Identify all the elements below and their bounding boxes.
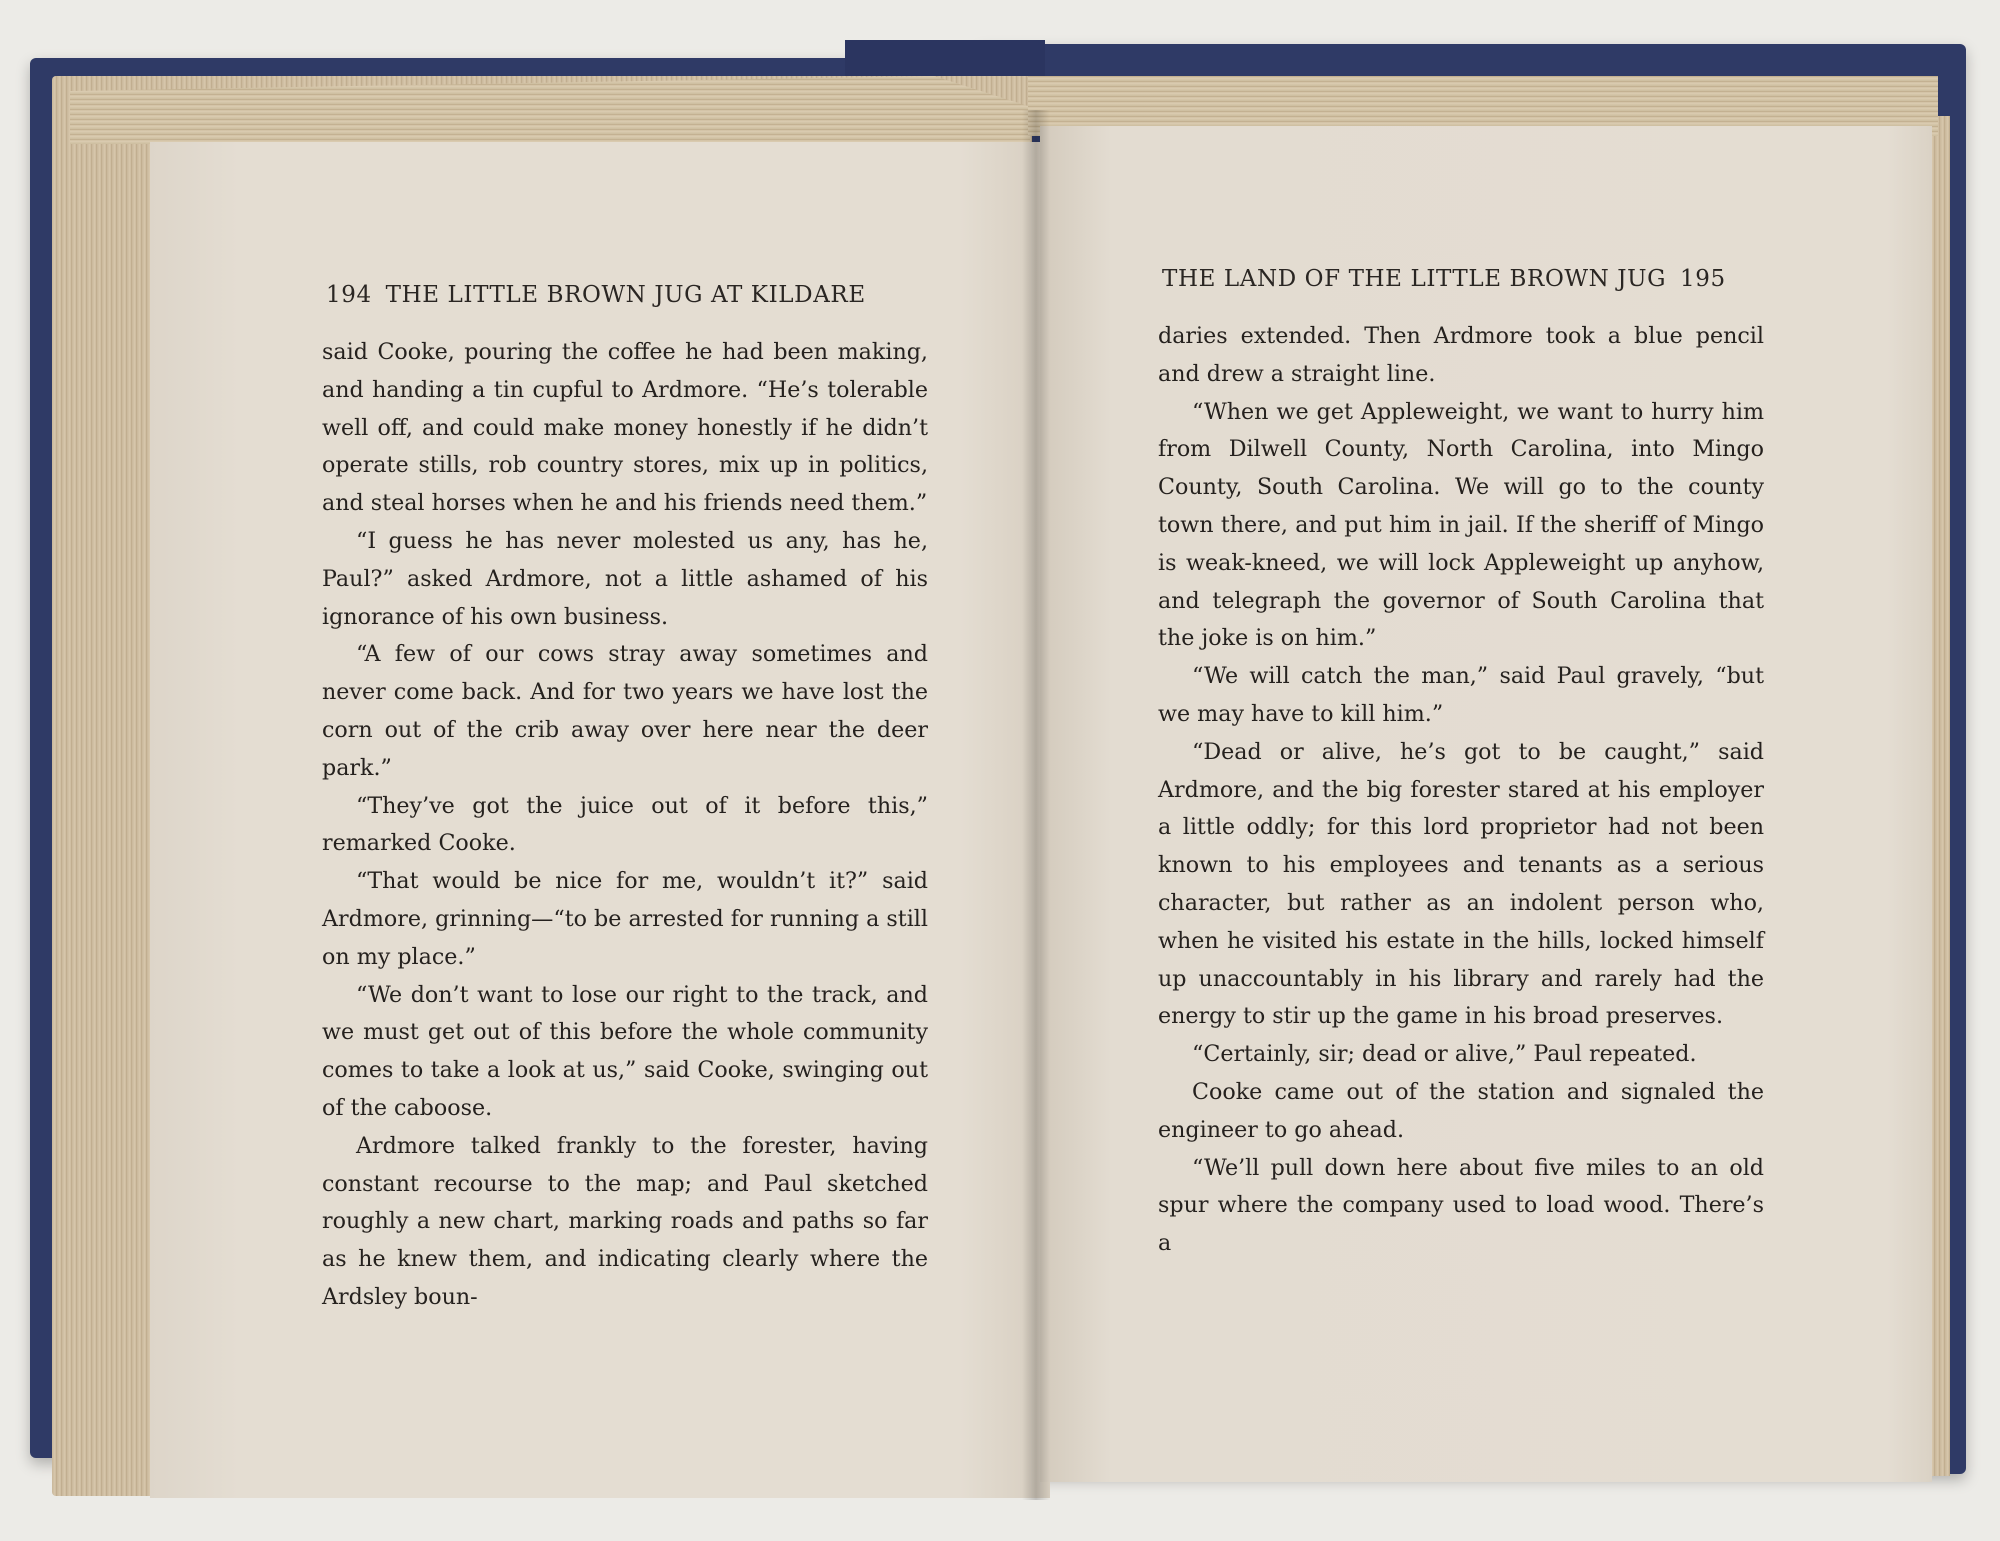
paragraph: “We’ll pull down here about five miles to an old spur where the company used to load wood. There’s a: [1158, 1154, 1764, 1257]
right-text-block: [1158, 318, 1764, 1263]
book-gutter-shadow: [1022, 110, 1050, 1500]
left-page-number: 194: [326, 282, 372, 308]
right-page: [1040, 126, 1932, 1482]
paragraph: daries extended. Then Ardmore took a blue pencil and drew a straight line.: [1158, 323, 1764, 387]
paragraph: “I guess he has never molested us any, has he, Paul?” asked Ardmore, not a little ashamed of his ignorance of his own business.: [322, 527, 928, 630]
right-running-head: [1162, 266, 1732, 292]
paragraph: “They’ve got the juice out of it before this,” remarked Cooke.: [322, 792, 928, 857]
right-running-title: THE LAND OF THE LITTLE BROWN JUG: [1162, 266, 1667, 292]
paragraph: “We will catch the man,” said Paul gravely, “but we may have to kill him.”: [1158, 663, 1764, 727]
paragraph: “We don’t want to lose our right to the track, and we must get out of this before the whole community comes to take a look at us,” said Cooke, swinging out of the caboose.: [322, 981, 928, 1121]
left-running-head: [320, 282, 866, 308]
paragraph: said Cooke, pouring the coffee he had been making, and handing a tin cupful to Ardmore. “He’s tolerable well off, and could make money honestly if he didn’t operate stills, rob country stores, mix up in politics, and steal horses when he and his friends need them.”: [322, 339, 928, 517]
paragraph: Cooke came out of the station and signaled the engineer to go ahead.: [1158, 1078, 1764, 1143]
paragraph: “Dead or alive, he’s got to be caught,” said Ardmore, and the big forester stared at his employer a little oddly; for this lord proprietor had not been known to his employees and tenants as a serious character, but rather as an indolent person who, when he visited his estate in the hills, locked himself up unaccountably in his library and rarely had the energy to stir up the game in his broad preserves.: [1158, 738, 1764, 1030]
left-text-block: [322, 334, 928, 1317]
paragraph: “That would be nice for me, wouldn’t it?” said Ardmore, grinning—“to be arrested for running a still on my place.”: [322, 868, 928, 970]
paragraph: Ardmore talked frankly to the forester, having constant recourse to the map; and Paul sketched roughly a new chart, marking roads and paths so far as he knew them, and indicating clearly where the Ardsley boun-: [322, 1132, 928, 1310]
paragraph: “When we get Appleweight, we want to hurry him from Dilwell County, North Carolina, into Mingo County, South Carolina. We will go to the county town there, and put him in jail. If the sheriff of Mingo is weak-kneed, we will lock Appleweight up anyhow, and telegraph the governor of South Carolina that the joke is on him.”: [1158, 398, 1764, 652]
paragraph: “Certainly, sir; dead or alive,” Paul repeated.: [1192, 1041, 1697, 1068]
book-spine: [845, 40, 1045, 80]
left-running-title: THE LITTLE BROWN JUG AT KILDARE: [385, 282, 866, 308]
left-page: [150, 142, 1050, 1498]
right-page-number: 195: [1679, 266, 1726, 292]
paragraph: “A few of our cows stray away sometimes and never come back. And for two years we have lost the corn out of the crib away over here near the deer park.”: [322, 641, 928, 781]
